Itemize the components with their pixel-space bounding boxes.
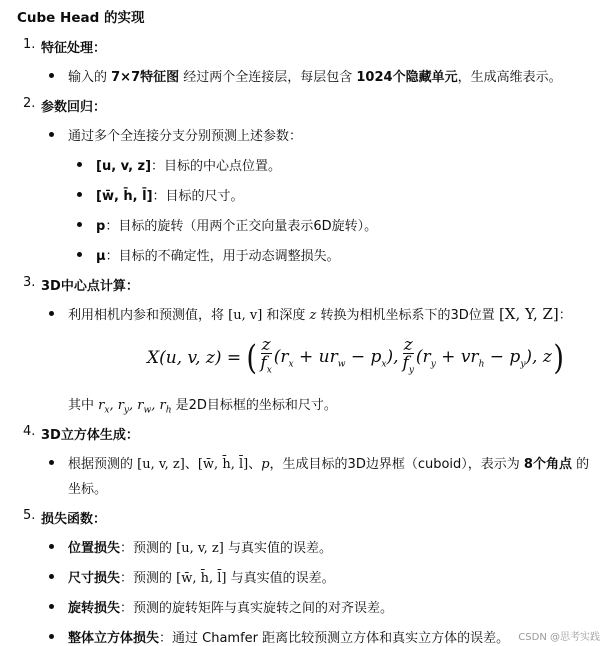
section-number: 5. <box>23 508 36 523</box>
list-item: [w̄, h̄, l̄]：目标的尺寸。 <box>96 189 244 204</box>
list-item: 旋转损失：预测的旋转矩阵与真实旋转之间的对齐误差。 <box>68 601 394 616</box>
bullet <box>49 73 54 78</box>
bullet <box>77 192 82 197</box>
section-number: 3. <box>23 275 36 290</box>
list-item: 整体立方体损失：通过 Chamfer 距离比较预测立方体和真实立方体的误差。 <box>68 631 510 646</box>
bullet <box>49 544 54 549</box>
page-title: Cube Head 的实现 <box>17 10 145 26</box>
bullet <box>77 222 82 227</box>
section-number: 4. <box>23 424 36 439</box>
section-number: 2. <box>23 96 36 111</box>
bullet <box>77 162 82 167</box>
bullet <box>49 311 54 316</box>
section-heading: 3D中心点计算： <box>41 279 139 294</box>
s4-text-line2: 坐标。 <box>68 482 108 497</box>
bullet <box>49 574 54 579</box>
list-item: p：目标的旋转（用两个正交向量表示6D旋转）。 <box>96 219 378 234</box>
s3-text: 利用相机内参和预测值，将 [u, v] 和深度 z 转换为相机坐标系下的3D位置 [X, Y, Z]： <box>68 305 572 323</box>
s3-note: 其中 $r_x$, $r_y$, $r_w$, $r_h$ 是2D目标框的坐标和尺寸。 <box>68 398 337 416</box>
projection-formula: X(u, v, z) = ( $\frac{z}{f_x}$ $(r_x + ur_w - p_x)$, $\frac{z}{f_y}$ $(r_y + vr_h - p_y)$, z ) <box>147 335 564 379</box>
section-heading: 参数回归： <box>41 100 107 115</box>
list-item: 位置损失：预测的 [u, v, z] 与真实值的误差。 <box>68 541 332 556</box>
section-heading: 损失函数： <box>41 512 107 527</box>
s4-text: 根据预测的 [u, v, z]、[w̄, h̄, l̄]、p，生成目标的3D边界框（cuboid），表示为 8个角点 的 <box>68 457 590 472</box>
bullet <box>49 460 54 465</box>
watermark: CSDN @思考实践 <box>518 632 600 643</box>
s2-intro: 通过多个全连接分支分别预测上述参数： <box>68 129 303 144</box>
bullet <box>49 604 54 609</box>
section-heading: 特征处理： <box>41 41 107 56</box>
list-item: μ：目标的不确定性，用于动态调整损失。 <box>96 249 340 264</box>
bullet <box>49 132 54 137</box>
section-number: 1. <box>23 37 36 52</box>
list-item: [u, v, z]：目标的中心点位置。 <box>96 159 282 174</box>
bullet <box>77 252 82 257</box>
list-item: 尺寸损失：预测的 [w̄, h̄, l̄] 与真实值的误差。 <box>68 571 335 586</box>
section-heading: 3D立方体生成： <box>41 428 139 443</box>
s1-text: 输入的 7×7特征图 经过两个全连接层，每层包含 1024个隐藏单元，生成高维表示。 <box>68 70 562 85</box>
bullet <box>49 634 54 639</box>
